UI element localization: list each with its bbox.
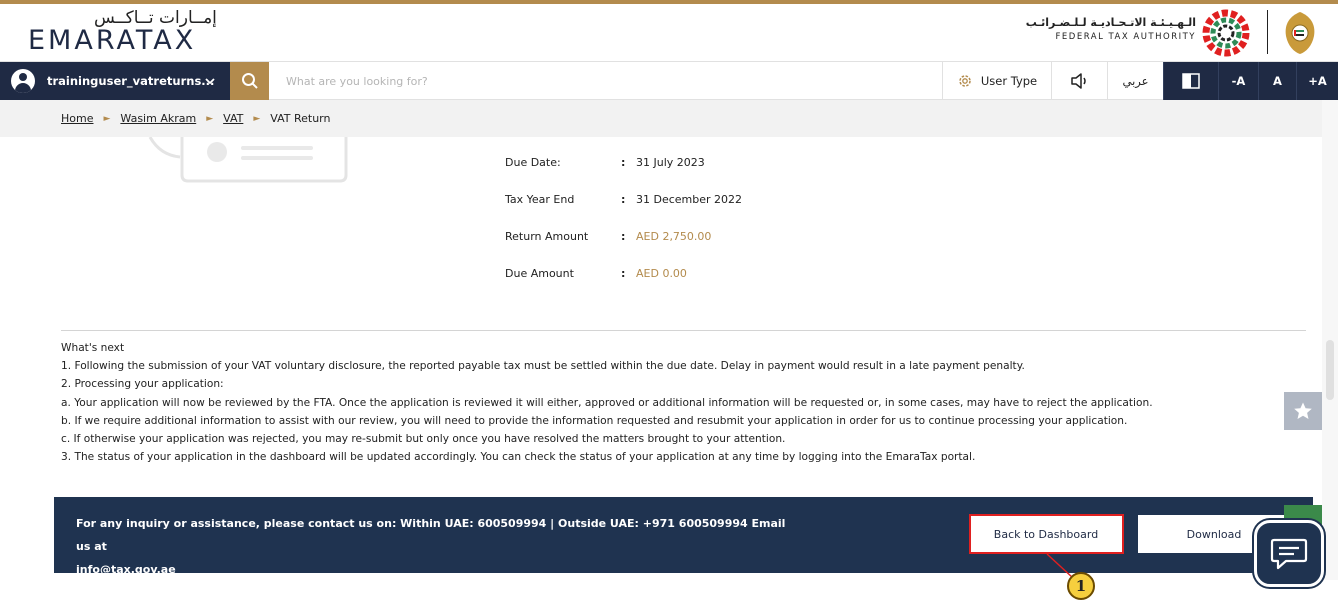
site-header bbox=[0, 4, 1338, 61]
detail-value: 31 December 2022 bbox=[636, 193, 743, 206]
contrast-icon bbox=[1182, 73, 1200, 89]
username-label: traininguser_vatreturns... bbox=[47, 74, 215, 88]
gear-icon bbox=[957, 73, 973, 89]
search-button[interactable] bbox=[230, 62, 269, 100]
download-button[interactable]: Download bbox=[1138, 515, 1290, 553]
breadcrumb-vat[interactable]: VAT bbox=[223, 112, 244, 125]
emaratax-logo-arabic: إمــارات تــاكــس bbox=[94, 8, 217, 28]
language-label: عربي bbox=[1122, 74, 1149, 88]
top-navbar bbox=[0, 61, 1338, 100]
detail-label: Due Date: bbox=[505, 156, 561, 169]
back-to-dashboard-button[interactable]: Back to Dashboard bbox=[970, 515, 1122, 553]
breadcrumb-home[interactable]: Home bbox=[61, 112, 94, 125]
favorite-button[interactable] bbox=[1284, 392, 1322, 430]
fta-name-arabic: الـهـيـئـة الاتـحـاديـة لـلـضـرائـب bbox=[1025, 16, 1196, 29]
whats-next-line: c. If otherwise your application was rejected, you may re-submit but only once you have resolved the matters brought to your attention. bbox=[61, 433, 786, 446]
whats-next-line: 3. The status of your application in the dashboard will be updated accordingly. You can check the status of your application at any time by logging into the EmaraTax portal. bbox=[61, 451, 976, 464]
detail-value: AED 0.00 bbox=[636, 267, 687, 280]
annotation-highlight-box bbox=[969, 514, 1124, 554]
contact-info bbox=[76, 512, 796, 581]
breadcrumb-separator: ► bbox=[253, 113, 261, 124]
user-avatar-icon bbox=[11, 69, 35, 93]
font-increase-button[interactable]: +A bbox=[1296, 62, 1338, 100]
whats-next-heading: What's next bbox=[61, 342, 125, 354]
search-input[interactable] bbox=[270, 62, 942, 100]
footer-bar bbox=[54, 497, 1313, 576]
breadcrumb-current: VAT Return bbox=[270, 112, 331, 125]
speaker-icon bbox=[1070, 73, 1090, 89]
detail-label: Tax Year End bbox=[505, 193, 575, 206]
contact-email[interactable]: info@tax.gov.ae bbox=[76, 563, 176, 576]
breadcrumb-separator: ► bbox=[206, 113, 214, 124]
scrollbar-thumb[interactable] bbox=[1326, 340, 1334, 400]
breadcrumb-bar bbox=[0, 100, 1338, 137]
whats-next-line: 2. Processing your application: bbox=[61, 378, 224, 391]
whats-next-line: a. Your application will now be reviewed by the FTA. Once the application is reviewed it will either, approved or additional information will be requested or, in some cases, may have to reject the application. bbox=[61, 396, 1153, 409]
detail-label: Due Amount bbox=[505, 267, 574, 280]
detail-colon: : bbox=[621, 156, 626, 169]
contact-line: For any inquiry or assistance, please contact us on: Within UAE: 600509994 | Outside UAE: +971 600509994 Email us at bbox=[76, 517, 786, 553]
detail-colon: : bbox=[621, 193, 626, 206]
text-to-speech-button[interactable] bbox=[1051, 62, 1107, 100]
emaratax-logo[interactable]: EMARATAX bbox=[28, 25, 197, 56]
fta-name-english: FEDERAL TAX AUTHORITY bbox=[1055, 32, 1196, 42]
user-type-button[interactable] bbox=[942, 62, 1051, 100]
user-type-label: User Type bbox=[980, 74, 1038, 88]
font-decrease-button[interactable]: -A bbox=[1218, 62, 1258, 100]
fta-logo-icon bbox=[1202, 9, 1250, 57]
chat-icon bbox=[1270, 537, 1308, 571]
whats-next-section bbox=[61, 339, 1301, 466]
breadcrumb-taxpayer[interactable]: Wasim Akram bbox=[120, 112, 197, 125]
confirmation-illustration bbox=[145, 137, 350, 185]
star-icon bbox=[1293, 401, 1313, 421]
search-icon bbox=[241, 72, 259, 90]
uae-emblem-icon bbox=[1280, 8, 1320, 58]
detail-value: 31 July 2023 bbox=[636, 156, 705, 169]
breadcrumb-separator: ► bbox=[103, 113, 111, 124]
user-menu[interactable] bbox=[0, 62, 230, 100]
detail-colon: : bbox=[621, 267, 626, 280]
detail-colon: : bbox=[621, 230, 626, 243]
detail-label: Return Amount bbox=[505, 230, 589, 243]
font-normal-button[interactable]: A bbox=[1258, 62, 1296, 100]
annotation-callout-badge: 1 bbox=[1067, 572, 1095, 600]
detail-value: AED 2,750.00 bbox=[636, 230, 712, 243]
chat-support-button[interactable] bbox=[1254, 520, 1324, 587]
section-divider bbox=[61, 330, 1306, 331]
breadcrumb bbox=[61, 112, 330, 125]
whats-next-line: b. If we require additional information to assist with our review, you will need to provide the information requested and resubmit your application in order for us to continue processing your application. bbox=[61, 414, 1128, 427]
header-divider bbox=[1267, 10, 1268, 54]
language-toggle[interactable] bbox=[1107, 62, 1163, 100]
chevron-down-icon[interactable] bbox=[205, 76, 215, 86]
whats-next-line: 1. Following the submission of your VAT voluntary disclosure, the reported payable tax must be settled within the due date. Delay in payment would result in a late payment penalty. bbox=[61, 360, 1025, 373]
contrast-toggle[interactable] bbox=[1163, 62, 1218, 100]
fta-wordmark bbox=[1026, 16, 1196, 42]
